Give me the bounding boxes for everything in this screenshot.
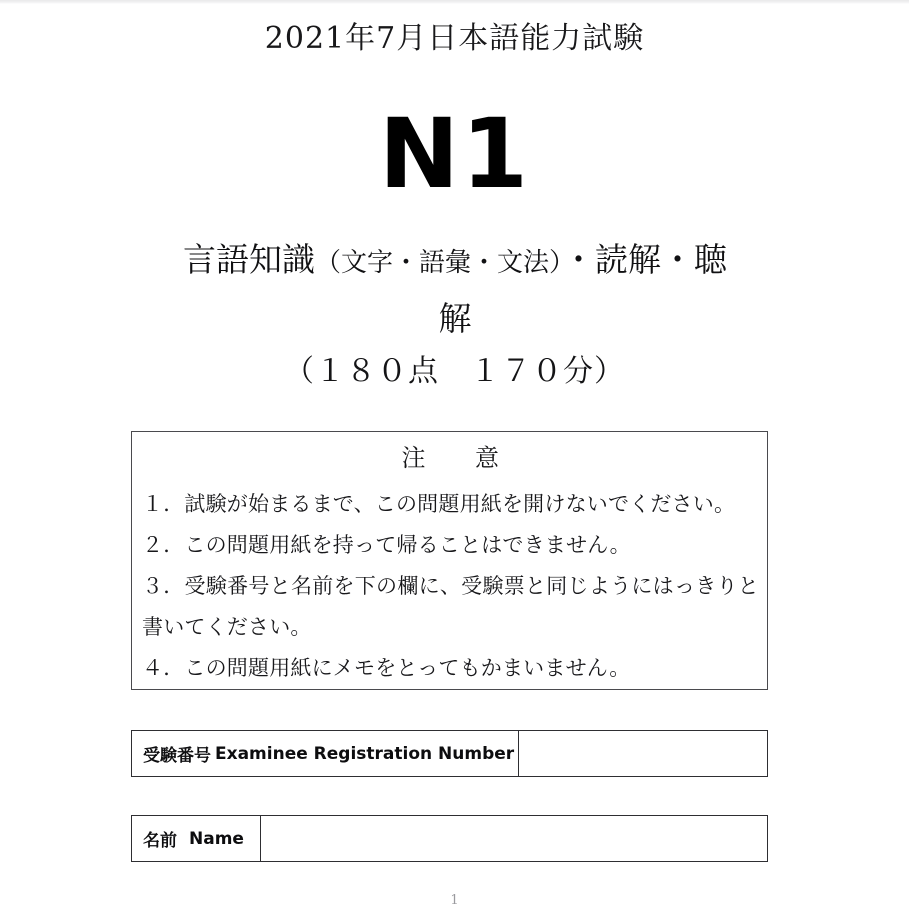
- notice-item: ３．受験番号と名前を下の欄に、受験票と同じようにはっきりと書いてください。: [142, 574, 759, 639]
- notice-box: [131, 431, 768, 690]
- notice-heading: 注 意: [401, 444, 500, 472]
- page-number: 1: [450, 893, 459, 908]
- name-label-cell: [132, 816, 261, 861]
- notice-list: [132, 484, 769, 689]
- exam-level-code: N1: [378, 98, 531, 210]
- exam-score-and-duration: （１８０点 １７０分）: [284, 354, 625, 389]
- examinee-registration-number-row: [131, 730, 768, 777]
- registration-number-input[interactable]: [519, 731, 767, 776]
- registration-number-label-en: Examinee Registration Number: [215, 743, 515, 764]
- exam-title: 2021年7月日本語能力試験: [264, 21, 645, 56]
- registration-number-label-cell: [132, 731, 519, 776]
- examinee-name-row: [131, 815, 768, 862]
- name-label-jp: 名前: [143, 831, 177, 851]
- notice-item: １．試験が始まるまで、この問題用紙を開けないでください。: [142, 492, 736, 516]
- subject-wrap-line: 解: [438, 299, 472, 338]
- subject-parenthetical: （文字・語彙・文法）: [314, 248, 562, 278]
- subject-prefix: 言語知識: [182, 240, 315, 279]
- registration-number-label-jp: 受験番号: [143, 746, 211, 766]
- exam-subject-line: [130, 232, 780, 347]
- notice-item: ４．この問題用紙にメモをとってもかまいません。: [142, 656, 631, 680]
- name-label-en: Name: [189, 828, 244, 849]
- subject-suffix: ・読解・聴: [562, 240, 727, 279]
- name-input[interactable]: [261, 816, 767, 861]
- notice-item: ２．この問題用紙を持って帰ることはできません。: [142, 533, 631, 557]
